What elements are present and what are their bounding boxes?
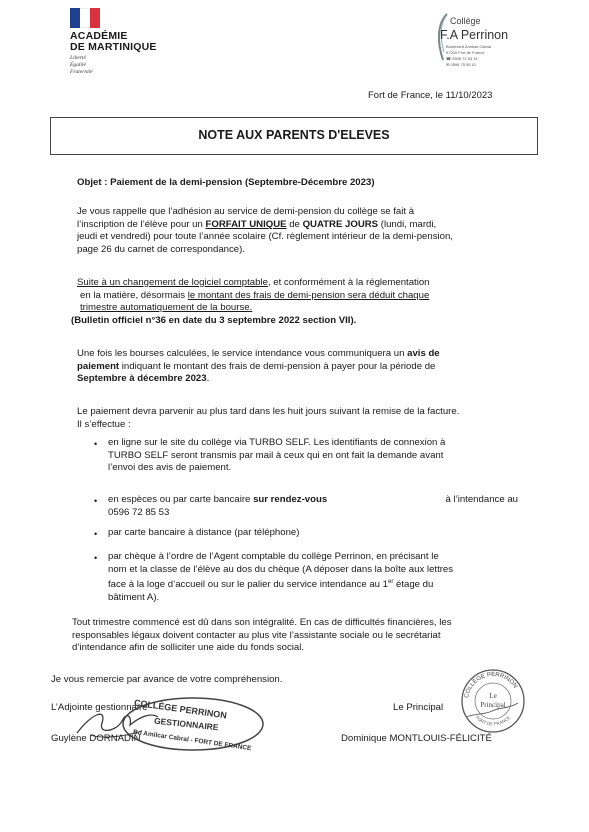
stamp-text: COLLÈGE PERRINON	[133, 697, 228, 721]
paragraph-membership	[77, 206, 517, 256]
stamp-text: COLLÈGE PERRINON	[464, 672, 518, 699]
text-line: trimestre automatiquement de la bourse.	[80, 302, 253, 314]
bulletin-reference: (Bulletin officiel n°36 en date du 3 septembre 2022 section VII).	[71, 314, 357, 326]
motto-fraternite: Fraternité	[70, 69, 93, 75]
text-line: Je vous rappelle que l’adhésion au service de demi-pension du collège se fait à	[77, 206, 415, 217]
list-item-card-phone: par carte bancaire à distance (par téléphone)	[108, 527, 300, 538]
paragraph-payment-notice	[77, 348, 517, 386]
list-item-cash: en espèces ou par carte bancaire sur rendez-vous à l’intendance au 0596 72 85 53	[108, 494, 518, 518]
stamp-text: GESTIONNAIRE	[153, 715, 220, 733]
right-signatory-role: Le Principal	[393, 702, 444, 713]
object-text: Paiement de la demi-pension (Septembre-Décembre 2023)	[110, 177, 375, 188]
text-line: jeudi et vendredi) pour toute l’année scolaire (Cf. règlement intérieur de la demi-pension,	[77, 231, 453, 243]
handwritten-signature-right	[462, 695, 522, 725]
college-word: Collège	[450, 16, 481, 26]
object-label: Objet	[77, 177, 102, 188]
motto-egalite: Égalité	[70, 62, 86, 68]
text-line: l’inscription de l’élève pour un FORFAIT UNIQUE de QUATRE JOURS (lundi, mardi,	[77, 218, 437, 230]
left-signatory-role: L’Adjointe gestionnaire	[51, 702, 148, 713]
college-name: F.A Perrinon	[440, 28, 509, 42]
list-item-cheque: par chèque à l’ordre de l’Agent comptable du collège Perrinon, en précisant le nom et la classe de l’élève au dos du chèque (A déposer dans la boîte aux lettres face à la loge d’accueil ou sur le palier du service intendance au 1er étage du bâtiment A).	[108, 551, 454, 603]
document-date: Fort de France, le 11/10/2023	[368, 90, 493, 101]
stamp-text: Bd Amilcar Cabral - FORT DE FRANCE	[132, 728, 252, 753]
text-line: Septembre à décembre 2023.	[77, 373, 210, 385]
quatre-jours: QUATRE JOURS	[302, 218, 379, 230]
college-address-line: 97200 Fort de France	[446, 50, 485, 55]
motto-liberte: Liberté	[70, 55, 86, 61]
text-line: Une fois les bourses calculées, le service intendance vous communiquera un avis de	[77, 348, 440, 359]
paragraph-payment-deadline	[77, 406, 527, 431]
college-phone: ☎ 0596 72 53 31	[446, 56, 478, 61]
stamp-text: Le	[489, 692, 497, 700]
text-line: Suite à un changement de logiciel comptable, et conformément à la réglementation	[77, 277, 430, 288]
thanks-line: Je vous remercie par avance de votre compréhension.	[51, 674, 283, 685]
stamp-text: Principal	[480, 701, 506, 709]
bullet-dot: •	[94, 439, 98, 449]
list-item-online: en ligne sur le site du collège via TURBO SELF. Les identifiants de connexion à TURBO SELF seront transmis par mail à ceux qui en ont fait la demande avant l’envoi des avis de paiement.	[108, 437, 446, 474]
academy-name-line2: DE MARTINIQUE	[70, 41, 157, 53]
paragraph-software-change	[71, 277, 517, 327]
marianne-logo	[70, 8, 100, 28]
object-line: Objet : Paiement de la demi-pension (Septembre-Décembre 2023)	[77, 177, 375, 188]
page-title: NOTE AUX PARENTS D'ELEVES	[198, 128, 390, 142]
text-line: en la matière, désormais le montant des frais de demi-pension sera déduit chaque	[80, 289, 430, 301]
text-line: paiement indiquant le montant des frais de demi-pension à payer pour la période de	[77, 360, 436, 372]
college-address-line: Boulevard Amilcar Cabral	[446, 44, 492, 49]
text-line: Il s’effectue :	[77, 418, 131, 430]
right-signatory-name: Dominique MONTLOUIS-FÉLICITÉ	[341, 733, 492, 744]
academy-name-line1: ACADÉMIE	[70, 30, 128, 42]
college-fax: ✉ 0596 75 55 61	[446, 62, 477, 67]
stamp-gestionnaire	[118, 693, 268, 755]
forfait-unique: FORFAIT UNIQUE	[205, 218, 287, 230]
text-line: Le paiement devra parvenir au plus tard dans les huit jours suivant la remise de la facture.	[77, 406, 460, 417]
paragraph-trimester: Tout trimestre commencé est dû dans son intégralité. En cas de difficultés financières, les responsables légaux doivent contacter au plus vite l’assistante sociale ou le secrétariat d’intendance afin de solliciter une aide du fonds social.	[72, 617, 452, 654]
bullet-dot: •	[94, 496, 98, 506]
bullet-dot: •	[94, 553, 98, 563]
left-signatory-name: Guylène DORNADIN	[51, 733, 141, 744]
stamp-text: FORT DE FRANCE	[474, 714, 512, 727]
bullet-dot: •	[94, 529, 98, 539]
text-line: page 26 du carnet de correspondance).	[77, 243, 246, 255]
